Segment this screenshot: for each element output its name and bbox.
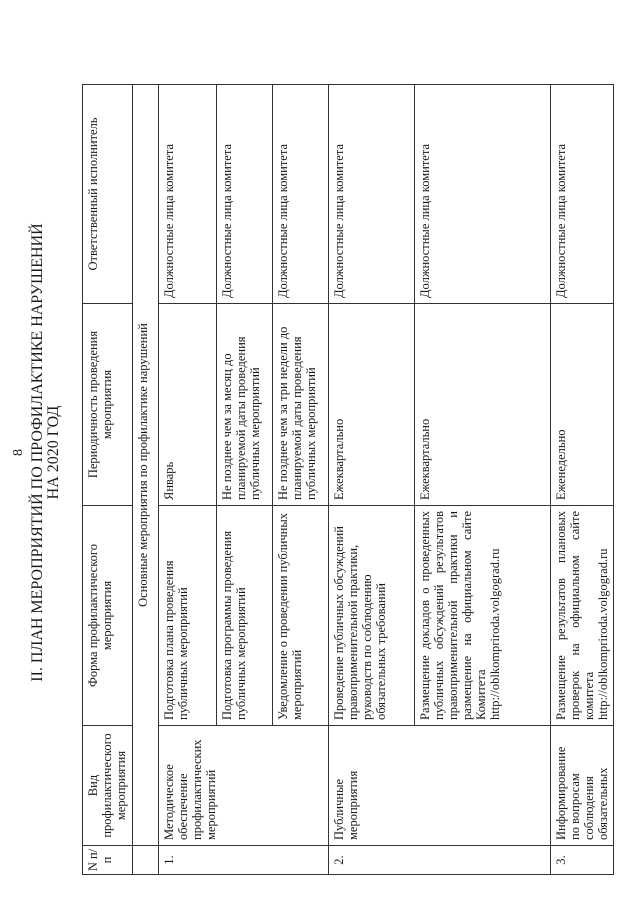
row-period: Еженедельно xyxy=(551,304,614,506)
row-period: Не позднее чем за месяц до планируемой даты проведения публичных мероприятий xyxy=(217,304,273,506)
subheader-row xyxy=(133,85,159,875)
header-form: Форма профилактического мероприятия xyxy=(83,506,133,726)
header-period: Периодичность проведения мероприятия xyxy=(83,304,133,506)
header-num: N п/п xyxy=(83,846,133,875)
subheader: Основные мероприятия по профилактике нарушений xyxy=(133,85,159,846)
page-number: 8 xyxy=(11,449,26,456)
row-form: Уведомление о проведении публичных мероприятий xyxy=(273,506,329,726)
row-period: Ежеквартально xyxy=(415,304,551,506)
title-line-1: II. ПЛАН МЕРОПРИЯТИЙ ПО ПРОФИЛАКТИКЕ НАРУШЕНИЙ xyxy=(29,223,46,682)
row-form: Размещение докладов о проведенных публичных обсуждений результатов правоприменительной практики и размещение на официальном сайте Комитета http://oblkompriroda.volgograd.ru xyxy=(415,506,551,726)
measures-table xyxy=(82,84,614,875)
page-title xyxy=(30,60,62,845)
table-row xyxy=(329,85,415,875)
row-period: Ежеквартально xyxy=(329,304,415,506)
subheader-spacer xyxy=(133,846,159,875)
row-form: Подготовка программы проведения публичных мероприятий xyxy=(217,506,273,726)
row-type: Информирование по вопросам соблюдения обязательных xyxy=(551,726,614,846)
header-type: Вид профилактического мероприятия xyxy=(83,726,133,846)
row-resp: Должностные лица комитета xyxy=(415,85,551,304)
table-row xyxy=(159,85,217,875)
title-line-2: НА 2020 ГОД xyxy=(45,405,62,500)
row-resp: Должностные лица комитета xyxy=(159,85,217,304)
row-type: Публичные мероприятия xyxy=(329,726,551,846)
row-period: Не позднее чем за три недели до планируемой даты проведения публичных мероприятий xyxy=(273,304,329,506)
row-num: 1. xyxy=(159,846,329,875)
header-resp: Ответственный исполнитель xyxy=(83,85,133,304)
table-row xyxy=(551,85,614,875)
row-resp: Должностные лица комитета xyxy=(329,85,415,304)
row-form: Размещение результатов плановых проверок на официальном сайте комитета http://oblkompriroda.volgograd.ru xyxy=(551,506,614,726)
row-form: Проведение публичных обсуждений правоприменительной практики, руководств по соблюдению обязательных требований xyxy=(329,506,415,726)
header-row xyxy=(83,85,133,875)
row-resp: Должностные лица комитета xyxy=(551,85,614,304)
row-form: Подготовка плана проведения публичных мероприятий xyxy=(159,506,217,726)
row-resp: Должностные лица комитета xyxy=(217,85,273,304)
row-period: Январь xyxy=(159,304,217,506)
row-num: 3. xyxy=(551,846,614,875)
row-resp: Должностные лица комитета xyxy=(273,85,329,304)
row-type: Методическое обеспечение профилактических мероприятий xyxy=(159,726,329,846)
row-num: 2. xyxy=(329,846,551,875)
